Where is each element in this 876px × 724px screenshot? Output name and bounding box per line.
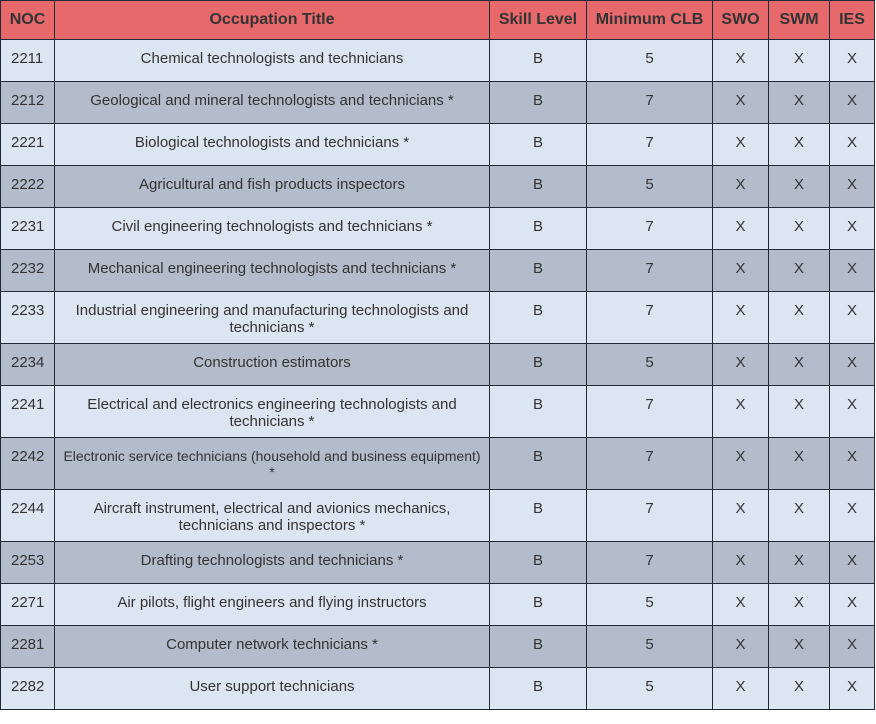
swm-cell: X bbox=[769, 292, 830, 344]
swm-cell: X bbox=[769, 344, 830, 386]
swm-cell: X bbox=[769, 208, 830, 250]
swo-cell: X bbox=[713, 344, 769, 386]
table-row bbox=[1, 626, 875, 668]
title-cell: Air pilots, flight engineers and flying instructors bbox=[55, 584, 490, 626]
skill-cell: B bbox=[490, 208, 587, 250]
swo-cell: X bbox=[713, 438, 769, 490]
table-row bbox=[1, 344, 875, 386]
skill-cell: B bbox=[490, 250, 587, 292]
swm-cell: X bbox=[769, 542, 830, 584]
swm-cell: X bbox=[769, 82, 830, 124]
title-cell: Aircraft instrument, electrical and avionics mechanics, technicians and inspectors * bbox=[55, 490, 490, 542]
noc-cell: 2244 bbox=[1, 490, 55, 542]
skill-cell: B bbox=[490, 438, 587, 490]
swo-cell: X bbox=[713, 250, 769, 292]
clb-cell: 5 bbox=[587, 584, 713, 626]
swo-cell: X bbox=[713, 166, 769, 208]
title-cell: Mechanical engineering technologists and technicians * bbox=[55, 250, 490, 292]
header-minimum-clb: Minimum CLB bbox=[587, 1, 713, 40]
clb-cell: 7 bbox=[587, 208, 713, 250]
skill-cell: B bbox=[490, 668, 587, 710]
skill-cell: B bbox=[490, 490, 587, 542]
swo-cell: X bbox=[713, 542, 769, 584]
title-cell: User support technicians bbox=[55, 668, 490, 710]
table-row bbox=[1, 438, 875, 490]
title-cell: Agricultural and fish products inspectors bbox=[55, 166, 490, 208]
noc-cell: 2253 bbox=[1, 542, 55, 584]
swm-cell: X bbox=[769, 584, 830, 626]
noc-cell: 2211 bbox=[1, 40, 55, 82]
header-noc: NOC bbox=[1, 1, 55, 40]
swo-cell: X bbox=[713, 584, 769, 626]
header-skill-level: Skill Level bbox=[490, 1, 587, 40]
clb-cell: 5 bbox=[587, 626, 713, 668]
table-body bbox=[1, 40, 875, 710]
swo-cell: X bbox=[713, 82, 769, 124]
noc-cell: 2222 bbox=[1, 166, 55, 208]
skill-cell: B bbox=[490, 584, 587, 626]
noc-cell: 2241 bbox=[1, 386, 55, 438]
swo-cell: X bbox=[713, 626, 769, 668]
table-row bbox=[1, 292, 875, 344]
swm-cell: X bbox=[769, 438, 830, 490]
skill-cell: B bbox=[490, 292, 587, 344]
ies-cell: X bbox=[830, 344, 875, 386]
table-row bbox=[1, 490, 875, 542]
swm-cell: X bbox=[769, 250, 830, 292]
noc-cell: 2231 bbox=[1, 208, 55, 250]
noc-cell: 2281 bbox=[1, 626, 55, 668]
ies-cell: X bbox=[830, 292, 875, 344]
swm-cell: X bbox=[769, 40, 830, 82]
ies-cell: X bbox=[830, 208, 875, 250]
ies-cell: X bbox=[830, 40, 875, 82]
ies-cell: X bbox=[830, 124, 875, 166]
title-cell: Industrial engineering and manufacturing technologists and technicians * bbox=[55, 292, 490, 344]
swo-cell: X bbox=[713, 386, 769, 438]
clb-cell: 5 bbox=[587, 668, 713, 710]
skill-cell: B bbox=[490, 542, 587, 584]
ies-cell: X bbox=[830, 490, 875, 542]
clb-cell: 5 bbox=[587, 166, 713, 208]
ies-cell: X bbox=[830, 584, 875, 626]
ies-cell: X bbox=[830, 626, 875, 668]
table-row bbox=[1, 40, 875, 82]
title-cell: Computer network technicians * bbox=[55, 626, 490, 668]
noc-cell: 2242 bbox=[1, 438, 55, 490]
table-row bbox=[1, 584, 875, 626]
ies-cell: X bbox=[830, 250, 875, 292]
clb-cell: 7 bbox=[587, 124, 713, 166]
table-row bbox=[1, 208, 875, 250]
header-row bbox=[1, 1, 875, 40]
header-ies: IES bbox=[830, 1, 875, 40]
skill-cell: B bbox=[490, 40, 587, 82]
swo-cell: X bbox=[713, 124, 769, 166]
ies-cell: X bbox=[830, 386, 875, 438]
title-cell: Biological technologists and technicians * bbox=[55, 124, 490, 166]
swo-cell: X bbox=[713, 668, 769, 710]
ies-cell: X bbox=[830, 82, 875, 124]
title-cell: Geological and mineral technologists and technicians * bbox=[55, 82, 490, 124]
clb-cell: 5 bbox=[587, 40, 713, 82]
skill-cell: B bbox=[490, 166, 587, 208]
title-cell: Chemical technologists and technicians bbox=[55, 40, 490, 82]
noc-cell: 2233 bbox=[1, 292, 55, 344]
title-cell: Drafting technologists and technicians * bbox=[55, 542, 490, 584]
swm-cell: X bbox=[769, 490, 830, 542]
table-row bbox=[1, 166, 875, 208]
ies-cell: X bbox=[830, 668, 875, 710]
table-row bbox=[1, 124, 875, 166]
noc-cell: 2221 bbox=[1, 124, 55, 166]
table-row bbox=[1, 386, 875, 438]
swo-cell: X bbox=[713, 208, 769, 250]
skill-cell: B bbox=[490, 344, 587, 386]
swm-cell: X bbox=[769, 386, 830, 438]
swo-cell: X bbox=[713, 490, 769, 542]
table-row bbox=[1, 668, 875, 710]
title-cell: Civil engineering technologists and technicians * bbox=[55, 208, 490, 250]
clb-cell: 7 bbox=[587, 542, 713, 584]
table-header bbox=[1, 1, 875, 40]
skill-cell: B bbox=[490, 124, 587, 166]
swm-cell: X bbox=[769, 166, 830, 208]
clb-cell: 7 bbox=[587, 490, 713, 542]
skill-cell: B bbox=[490, 386, 587, 438]
swm-cell: X bbox=[769, 626, 830, 668]
title-cell: Construction estimators bbox=[55, 344, 490, 386]
clb-cell: 7 bbox=[587, 438, 713, 490]
noc-cell: 2232 bbox=[1, 250, 55, 292]
noc-cell: 2282 bbox=[1, 668, 55, 710]
noc-cell: 2271 bbox=[1, 584, 55, 626]
swo-cell: X bbox=[713, 40, 769, 82]
table-row bbox=[1, 250, 875, 292]
clb-cell: 7 bbox=[587, 250, 713, 292]
skill-cell: B bbox=[490, 626, 587, 668]
swm-cell: X bbox=[769, 124, 830, 166]
ies-cell: X bbox=[830, 166, 875, 208]
swo-cell: X bbox=[713, 292, 769, 344]
noc-cell: 2234 bbox=[1, 344, 55, 386]
clb-cell: 7 bbox=[587, 292, 713, 344]
swm-cell: X bbox=[769, 668, 830, 710]
header-swo: SWO bbox=[713, 1, 769, 40]
clb-cell: 7 bbox=[587, 82, 713, 124]
title-cell: Electrical and electronics engineering technologists and technicians * bbox=[55, 386, 490, 438]
clb-cell: 7 bbox=[587, 386, 713, 438]
ies-cell: X bbox=[830, 438, 875, 490]
noc-cell: 2212 bbox=[1, 82, 55, 124]
title-cell: Electronic service technicians (household and business equipment) * bbox=[55, 438, 490, 490]
table-row bbox=[1, 542, 875, 584]
header-swm: SWM bbox=[769, 1, 830, 40]
table-row bbox=[1, 82, 875, 124]
skill-cell: B bbox=[490, 82, 587, 124]
header-occupation-title: Occupation Title bbox=[55, 1, 490, 40]
clb-cell: 5 bbox=[587, 344, 713, 386]
ies-cell: X bbox=[830, 542, 875, 584]
